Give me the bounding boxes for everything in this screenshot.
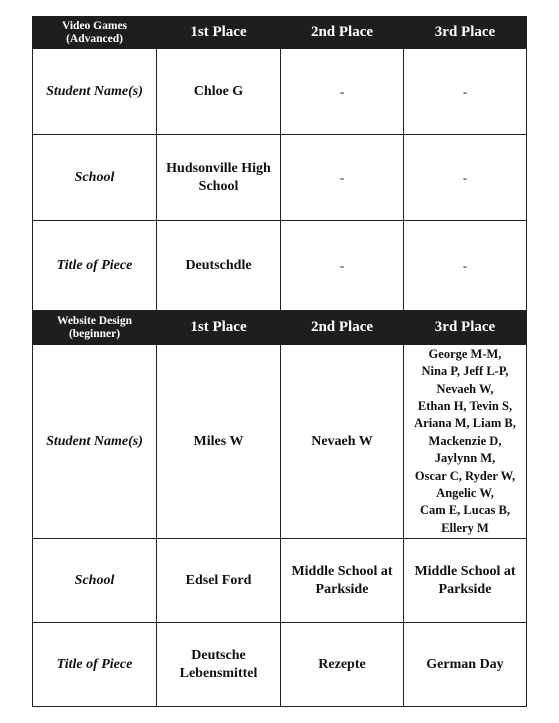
name-line: Ariana M, Liam B, bbox=[414, 416, 516, 431]
row-label-title-of-piece: Title of Piece bbox=[33, 221, 157, 311]
table-row bbox=[33, 135, 527, 221]
table-row bbox=[33, 539, 527, 623]
second-place-value: Rezepte bbox=[281, 623, 404, 707]
name-line: Nevaeh W, bbox=[436, 381, 494, 396]
third-place-value: German Day bbox=[404, 623, 527, 707]
name-line: Jaylynn M, bbox=[434, 451, 496, 466]
category-level: (beginner) bbox=[68, 327, 121, 340]
section-header-website-design bbox=[33, 311, 527, 345]
category-name: Video Games bbox=[61, 19, 128, 32]
third-place-value: - bbox=[404, 135, 527, 221]
row-label-school: School bbox=[33, 539, 157, 623]
table-row bbox=[33, 221, 527, 311]
table-row bbox=[33, 49, 527, 135]
second-place-value: - bbox=[281, 49, 404, 135]
row-label-student-names: Student Name(s) bbox=[33, 49, 157, 135]
first-place-value: Chloe G bbox=[157, 49, 281, 135]
header-2nd-place: 2nd Place bbox=[281, 17, 404, 49]
name-line: Mackenzie D, bbox=[428, 433, 502, 448]
category-level: (Advanced) bbox=[66, 32, 123, 45]
third-place-value: Middle School at Parkside bbox=[404, 539, 527, 623]
name-line: Oscar C, Ryder W, bbox=[414, 468, 516, 483]
first-place-value: Edsel Ford bbox=[157, 539, 281, 623]
third-place-names-list bbox=[404, 345, 527, 539]
name-line: Cam E, Lucas B, bbox=[420, 503, 510, 518]
row-label-title-of-piece: Title of Piece bbox=[33, 623, 157, 707]
third-place-value: - bbox=[404, 49, 527, 135]
table-row bbox=[33, 623, 527, 707]
section-header-video-games bbox=[33, 17, 527, 49]
category-cell bbox=[33, 311, 157, 345]
name-line: Nina P, Jeff L-P, bbox=[421, 364, 509, 379]
header-3rd-place: 3rd Place bbox=[404, 311, 527, 345]
first-place-value: Deutschdle bbox=[157, 221, 281, 311]
row-label-school: School bbox=[33, 135, 157, 221]
header-1st-place: 1st Place bbox=[157, 17, 281, 49]
category-name: Website Design bbox=[56, 314, 133, 327]
name-line: Ellery M bbox=[441, 520, 489, 535]
header-3rd-place: 3rd Place bbox=[404, 17, 527, 49]
first-place-value: Deutsche Lebensmittel bbox=[157, 623, 281, 707]
header-1st-place: 1st Place bbox=[157, 311, 281, 345]
second-place-value: - bbox=[281, 221, 404, 311]
first-place-value: Hudsonville High School bbox=[157, 135, 281, 221]
header-2nd-place: 2nd Place bbox=[281, 311, 404, 345]
name-line: Angelic W, bbox=[436, 486, 494, 501]
name-line: George M-M, bbox=[428, 346, 502, 361]
name-line: Ethan H, Tevin S, bbox=[417, 398, 513, 413]
category-cell bbox=[33, 17, 157, 49]
row-label-student-names: Student Name(s) bbox=[33, 345, 157, 539]
second-place-value: Middle School at Parkside bbox=[281, 539, 404, 623]
second-place-value: Nevaeh W bbox=[281, 345, 404, 539]
second-place-value: - bbox=[281, 135, 404, 221]
table-row bbox=[33, 345, 527, 539]
awards-table bbox=[32, 16, 527, 707]
first-place-value: Miles W bbox=[157, 345, 281, 539]
third-place-value: - bbox=[404, 221, 527, 311]
